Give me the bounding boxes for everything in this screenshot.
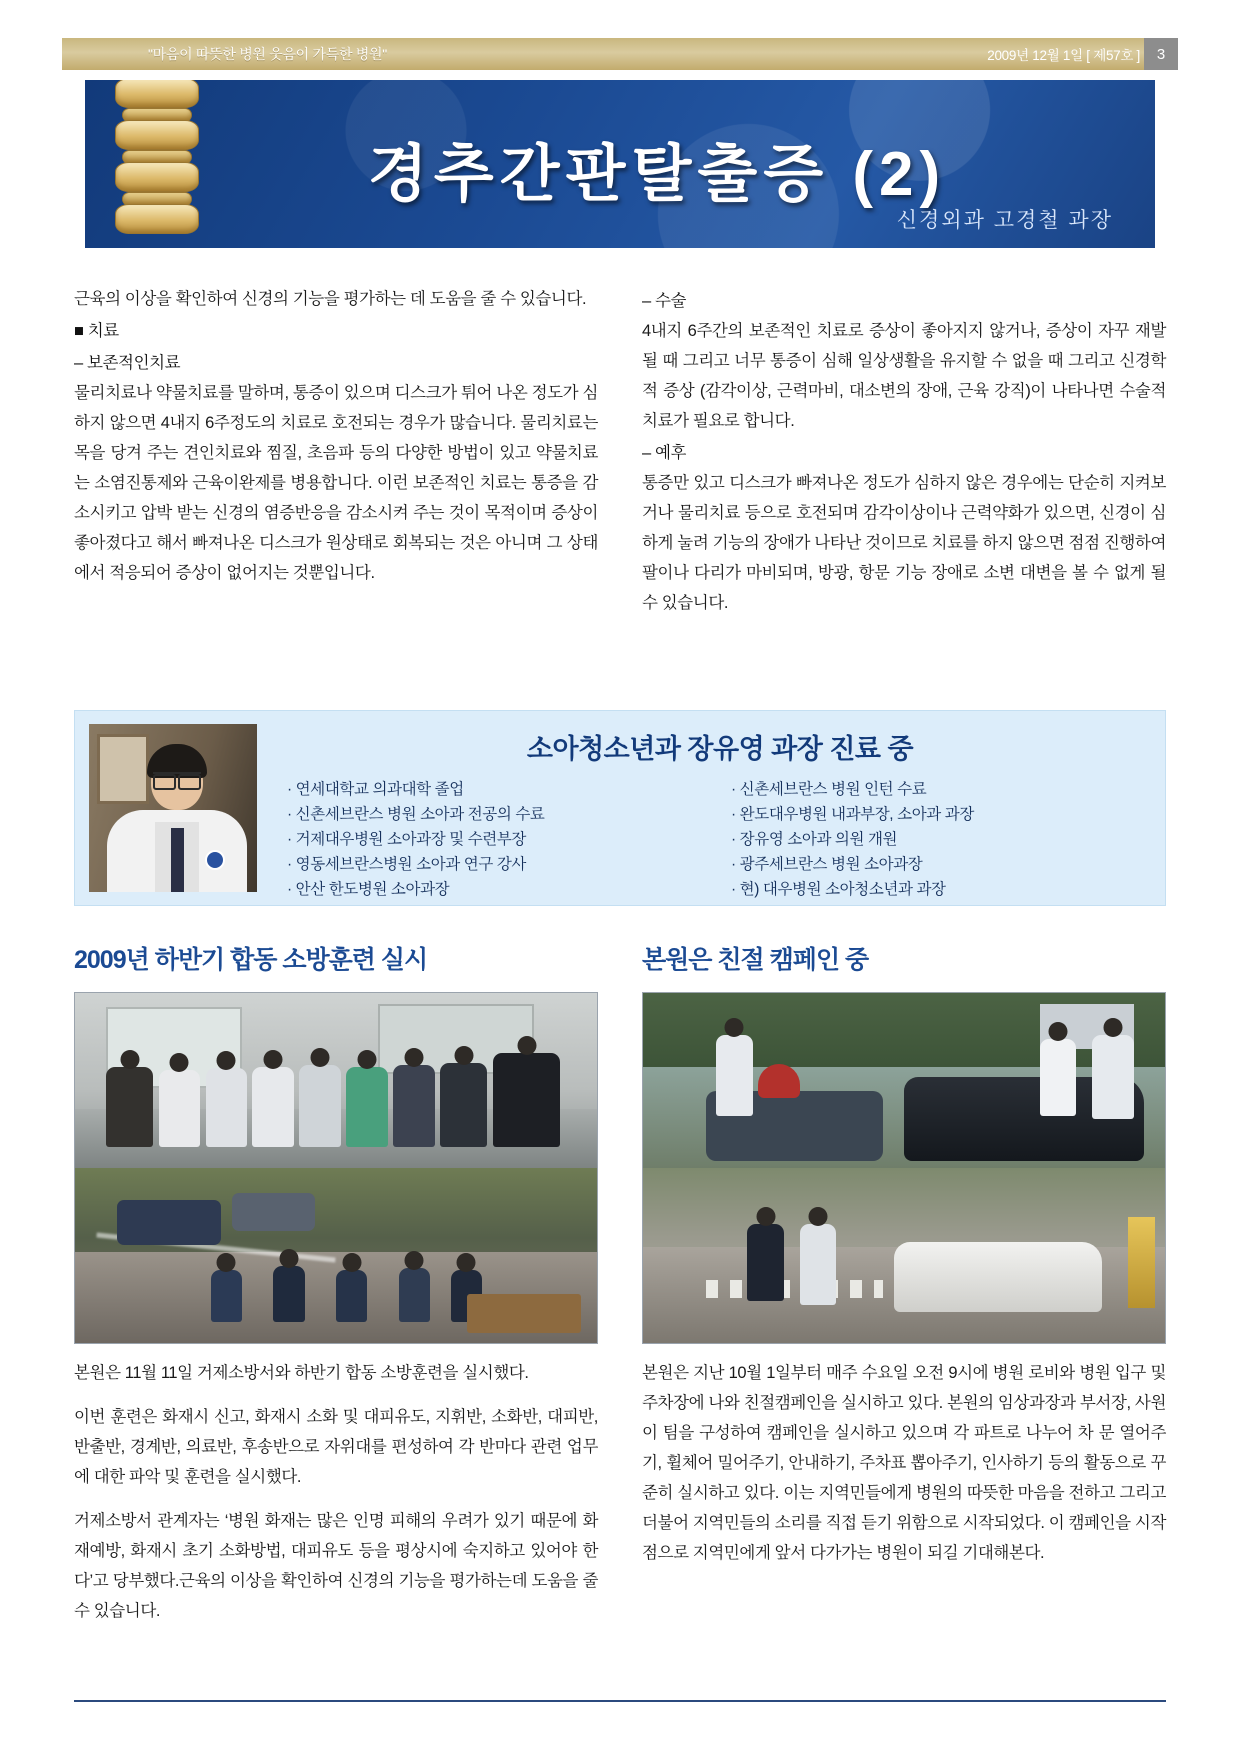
list-item: · 장유영 소아과 의원 개원 bbox=[731, 827, 1147, 852]
section-heading-conservative: – 보존적인치료 bbox=[74, 354, 181, 372]
list-item: · 신촌세브란스 병원 소아과 전공의 수료 bbox=[287, 802, 703, 827]
section-heading-treatment: ■ 치료 bbox=[74, 322, 119, 340]
list-item: · 안산 한도병원 소아과장 bbox=[287, 877, 703, 902]
credentials-left bbox=[287, 777, 703, 902]
paragraph: 근육의 이상을 확인하여 신경의 기능을 평가하는 데 도움을 줄 수 있습니다. bbox=[74, 290, 587, 308]
profile-heading: 소아청소년과 장유영 과장 진료 중 bbox=[526, 734, 914, 764]
footer-divider bbox=[74, 1700, 1166, 1702]
list-item: · 연세대학교 의과대학 졸업 bbox=[287, 777, 703, 802]
list-item: · 신촌세브란스 병원 인턴 수료 bbox=[731, 777, 1147, 802]
hospital-slogan: "마음이 따뜻한 병원 웃음이 가득한 병원" bbox=[148, 46, 387, 62]
issue-date: 2009년 12월 1일 [ 제57호 ] bbox=[987, 48, 1140, 63]
list-item: · 영동세브란스병원 소아과 연구 강사 bbox=[287, 852, 703, 877]
article-column-right bbox=[642, 284, 1166, 618]
article-title: 경추간판탈출증 (2) bbox=[367, 140, 947, 209]
paragraph: 물리치료나 약물치료를 말하며, 통증이 있으며 디스크가 튀어 나온 정도가 심하지 않으면 4내지 6주정도의 치료로 호전되는 경우가 많습니다. 물리치료는 목을 당겨 주는 견인치료와 찜질, 초음파 등의 다양한 방법이 있고 약물치료는 소염진통제와 근육이완제를 병용합니다. 이런 보존적인 치료는 통증을 감소시키고 압박 받는 신경의 염증반응을 감소시켜 주는 것이 목적이며 증상이 좋아졌다고 해서 빠져나온 디스크가 원상태로 회복되는 것은 아니며 그 상태에서 적응되어 증상이 없어지는 것뿐입니다. bbox=[74, 384, 598, 582]
story-paragraph: 본원은 지난 10월 1일부터 매주 수요일 오전 9시에 병원 로비와 병원 입구 및 주차장에 나와 친절캠페인을 실시하고 있다. 본원의 임상과장과 부서장, 사원이 팀을 구성하여 캠페인을 실시하고 있으며 각 파트로 나누어 차 문 열어주기, 휠체어 밀어주기, 안내하기, 주차표 뽑아주기, 인사하기 등의 활동으로 꾸준히 실시하고 있다. 이는 지역민들에게 병원의 따뜻한 마음을 전하고 그리고 더불어 지역민들의 소리를 직접 듣기 위함으로 시작되었다. 이 캠페인을 시작점으로 지역민에게 앞서 다가가는 병원이 되길 기대해본다. bbox=[642, 1364, 1166, 1562]
story-title: 2009년 하반기 합동 소방훈련 실시 bbox=[74, 946, 428, 974]
section-heading-surgery: – 수술 bbox=[642, 292, 687, 310]
paragraph: 통증만 있고 디스크가 빠져나온 정도가 심하지 않은 경우에는 단순히 지켜보거나 물리치료 등으로 호전되며 감각이상이나 근력약화가 있으면, 신경이 심하게 눌려 기능의 장애가 나타난 것이므로 치료를 하지 않으면 점점 진행하여 팔이나 다리가 마비되며, 방광, 항문 기능 장애로 소변 대변을 볼 수 없게 될 수 있습니다. bbox=[642, 474, 1166, 612]
list-item: · 광주세브란스 병원 소아과장 bbox=[731, 852, 1147, 877]
news-stories bbox=[74, 940, 1166, 1626]
page-number: 3 bbox=[1144, 38, 1178, 70]
story-paragraph: 거제소방서 관계자는 ‘병원 화재는 많은 인명 피해의 우려가 있기 때문에 화재예방, 화재시 초기 소화방법, 대피유도 등을 평상시에 숙지하고 있어야 한다’고 당부했다.근육의 이상을 확인하여 신경의 기능을 평가하는데 도움을 줄 수 있습니다. bbox=[74, 1512, 598, 1620]
paragraph: 4내지 6주간의 보존적인 치료로 증상이 좋아지지 않거나, 증상이 자꾸 재발될 때 그리고 너무 통증이 심해 일상생활을 유지할 수 없을 때 그리고 신경학적 증상 (감각이상, 근력마비, 대소변의 장애, 근육 강직)이 나타나면 수술적 치료가 필요로 합니다. bbox=[642, 322, 1166, 430]
doctor-profile-box bbox=[74, 710, 1166, 906]
kindness-campaign-photo bbox=[642, 992, 1166, 1344]
page-header-bar bbox=[62, 38, 1178, 70]
credentials-right bbox=[731, 777, 1147, 902]
fire-drill-photo bbox=[74, 992, 598, 1344]
list-item: · 완도대우병원 내과부장, 소아과 과장 bbox=[731, 802, 1147, 827]
article-column-left bbox=[74, 284, 598, 618]
doctor-portrait bbox=[89, 724, 257, 892]
profile-credentials bbox=[287, 777, 1147, 902]
article-body bbox=[74, 284, 1166, 618]
article-banner bbox=[85, 80, 1155, 248]
story-fire-drill bbox=[74, 940, 598, 1626]
story-paragraph: 본원은 11월 11일 거제소방서와 하반기 합동 소방훈련을 실시했다. bbox=[74, 1364, 529, 1382]
story-paragraph: 이번 훈련은 화재시 신고, 화재시 소화 및 대피유도, 지휘반, 소화반, 대피반, 반출반, 경계반, 의료반, 후송반으로 자위대를 편성하여 각 반마다 관련 업무에 대한 파악 및 훈련을 실시했다. bbox=[74, 1408, 598, 1486]
list-item: · 거제대우병원 소아과장 및 수련부장 bbox=[287, 827, 703, 852]
list-item: · 현) 대우병원 소아청소년과 과장 bbox=[731, 877, 1147, 902]
story-kindness-campaign bbox=[642, 940, 1166, 1626]
story-title: 본원은 친절 캠페인 중 bbox=[642, 946, 869, 974]
article-byline: 신경외과 고경철 과장 bbox=[896, 209, 1113, 232]
section-heading-prognosis: – 예후 bbox=[642, 444, 687, 462]
